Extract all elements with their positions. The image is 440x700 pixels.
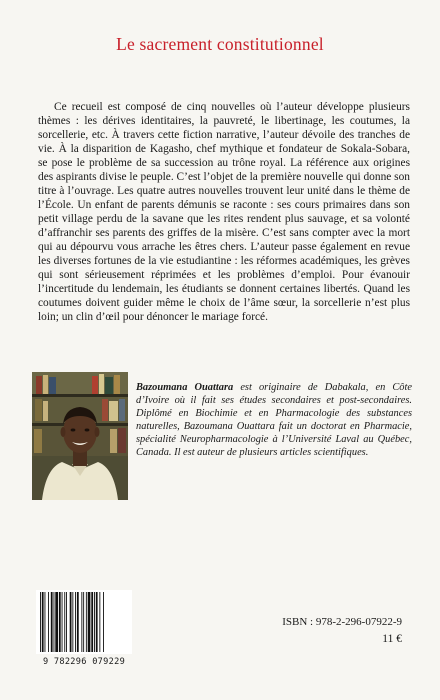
isbn: ISBN : 978-2-296-07922-9 bbox=[282, 616, 402, 628]
author-bio-text: est originaire de Dabakala, en Côte d’Ivoire où il fait ses études secondaires et post-secondaires. Diplômé en Biochimie et en Pharmacologie des substances naturelles, Bazoumana Ouattara fait un doctorat en Pharmacie, spécialité Neuropharmacologie à l’Université Laval au Québec, Canada. Il est auteur de plusieurs articles scientifiques. bbox=[136, 382, 412, 458]
barcode-number: 9 782296 079229 bbox=[42, 657, 126, 667]
price: 11 € bbox=[382, 633, 402, 645]
book-title: Le sacrement constitutionnel bbox=[116, 34, 324, 54]
author-bio bbox=[136, 382, 412, 459]
book-summary: Ce recueil est composé de cinq nouvelles où l’auteur développe plusieurs thèmes : les dérives identitaires, la pauvreté, le libertinage, les coutumes, la sorcellerie, etc. À travers cette fiction narrative, l’auteur dévoile des tranches de vie. À la disparition de Kagasho, chef mythique et fondateur de Sokala-Sobara, se pose le problème de sa succession au trône royal. La référence aux origines des aspirants divise le peuple. C’est l’objet de la première nouvelle qui donne son titre à l’ouvrage. Les quatre autres nouvelles trouvent leur unité dans le thème de l’École. Un enfant de parents démunis se raconte : ses cours primaires dans son petit village perdu de la savane que les rites rendent plus sauvage, et sa volonté d’affranchir ses parents des griffes de la misère. C’est sans compter avec la mort qui au dépourvu vous arrache les êtres chers. L’auteur passe également en revue les diverses fortunes de la vie estudiantine : les réformes académiques, les grèves qui sont sérieusement réprimées et les problèmes d’emploi. Pour évanouir l’incertitude du lendemain, les étudiants se donnent certaines libertés. Quand les coutumes doivent guider même le choix de l’âme sœur, la sorcellerie n’est plus loin; un clin d’œil pour dénoncer le mariage forcé. bbox=[38, 101, 410, 323]
author-photo bbox=[32, 372, 128, 500]
barcode bbox=[36, 590, 132, 654]
author-name: Bazoumana Ouattara bbox=[136, 382, 234, 393]
